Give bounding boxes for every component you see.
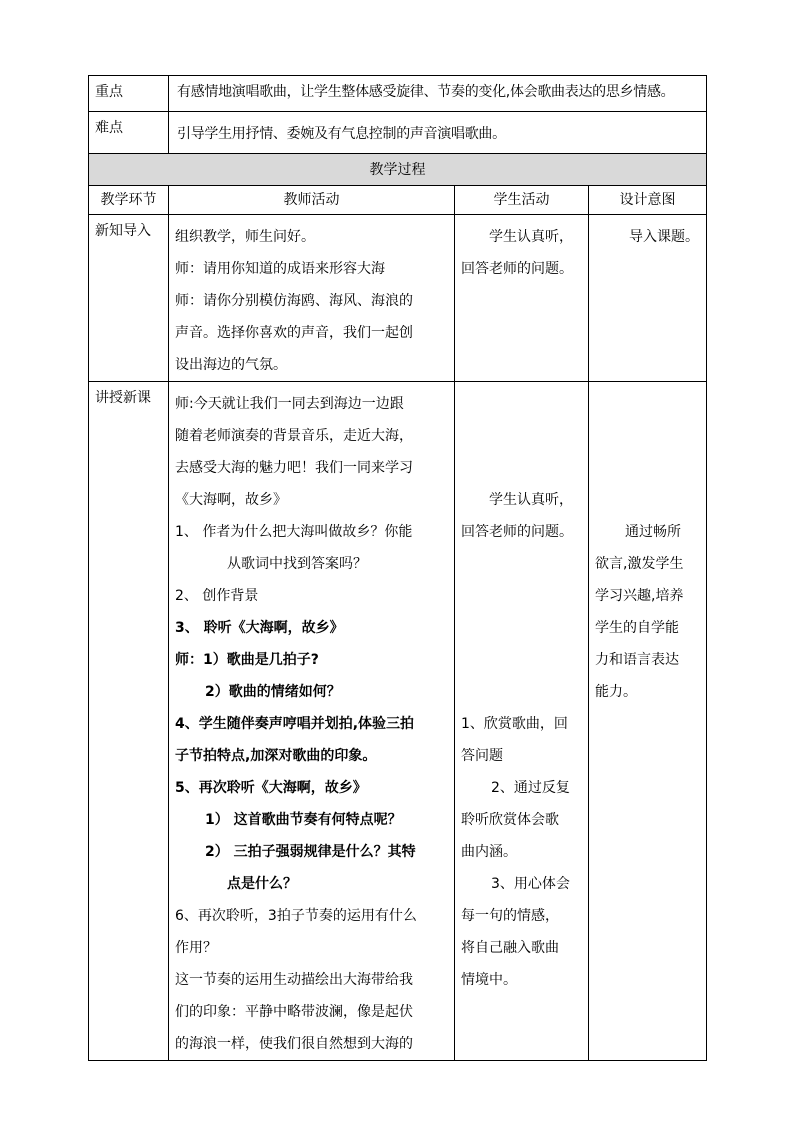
text-line: 6、再次聆听，3拍子节奏的运用有什么: [175, 908, 417, 924]
text-line: 设出海边的气氛。: [175, 357, 287, 373]
process-title-row: [89, 154, 707, 186]
text-line: 答问题: [461, 748, 503, 764]
header-stage: 教学环节: [89, 186, 169, 215]
text-line: 1、欣赏歌曲，回: [461, 716, 568, 732]
text-line: 1、 作者为什么把大海叫做故乡？你能: [175, 524, 413, 540]
difficulty-text: 引导学生用抒情、委婉及有气息控制的声音演唱歌曲。: [169, 112, 707, 154]
text-line: 《大海啊，故乡》: [175, 492, 287, 508]
text-line: 们的印象：平静中略带波澜，像是起伏: [175, 1004, 413, 1020]
text-line: 随着老师演奏的背景音乐，走近大海，: [175, 428, 413, 444]
text-line: 1） 这首歌曲节奏有何特点呢？: [205, 812, 402, 828]
text-line: 师：1）歌曲是几拍子?: [175, 652, 319, 668]
intent-new-lesson: [589, 382, 707, 1061]
text-line: 师：请用你知道的成语来形容大海: [175, 261, 385, 277]
stage-intro: 新知导入: [89, 215, 169, 382]
text-line: 师：请你分别模仿海鸥、海风、海浪的: [175, 293, 413, 309]
text-line: 回答老师的问题。: [461, 261, 573, 277]
text-line: 导入课题。: [629, 229, 699, 245]
text-line: 点是什么？: [227, 876, 297, 892]
teacher-intro: [169, 215, 455, 382]
text-line: 5、再次聆听《大海啊，故乡》: [175, 780, 367, 796]
intent-intro: [589, 215, 707, 382]
text-line: 的海浪一样，使我们很自然想到大海的: [175, 1036, 413, 1052]
text-line: 4、学生随伴奏声哼唱并划拍,体验三拍: [175, 716, 415, 732]
header-row: [89, 186, 707, 215]
text-line: 学习兴趣,培养: [595, 588, 684, 604]
text-line: 组织教学，师生问好。: [175, 229, 315, 245]
text-line: 欲言,激发学生: [595, 556, 684, 572]
text-line: 学生认真听，: [489, 229, 573, 245]
text-line: 2、通过反复: [491, 780, 570, 796]
text-line: 学生的自学能: [595, 620, 679, 636]
text-line: 将自己融入歌曲: [461, 940, 559, 956]
lesson-plan-table: [88, 75, 707, 1061]
text-line: 通过畅所: [625, 524, 681, 540]
row-intro: [89, 215, 707, 382]
text-line: 这一节奏的运用生动描绘出大海带给我: [175, 972, 413, 988]
text-line: 2、 创作背景: [175, 588, 259, 604]
student-new-lesson: [455, 382, 589, 1061]
text-line: 学生认真听，: [489, 492, 573, 508]
header-student: 学生活动: [455, 186, 589, 215]
text-line: 每一句的情感，: [461, 908, 559, 924]
text-line: 子节拍特点,加深对歌曲的印象。: [175, 748, 377, 764]
text-line: 从歌词中找到答案吗？: [227, 556, 367, 572]
teacher-new-lesson: [169, 382, 455, 1061]
stage-new-lesson: 讲授新课: [89, 382, 169, 1061]
key-point-row: [89, 76, 707, 112]
text-line: 曲内涵。: [461, 844, 517, 860]
student-intro: [455, 215, 589, 382]
text-line: 师:今天就让我们一同去到海边一边跟: [175, 396, 404, 412]
text-line: 声音。选择你喜欢的声音，我们一起创: [175, 325, 413, 341]
row-new-lesson: [89, 382, 707, 1061]
text-line: 能力。: [595, 684, 637, 700]
difficulty-label: 难点: [89, 112, 169, 154]
text-line: 3、 聆听《大海啊，故乡》: [175, 620, 344, 636]
header-intent: 设计意图: [589, 186, 707, 215]
text-line: 聆听欣赏体会歌: [461, 812, 559, 828]
text-line: 作用？: [175, 940, 217, 956]
text-line: 2）歌曲的情绪如何？: [205, 684, 341, 700]
text-line: 力和语言表达: [595, 652, 679, 668]
text-line: 情境中。: [461, 972, 517, 988]
key-point-text: 有感情地演唱歌曲，让学生整体感受旋律、节奏的变化,体会歌曲表达的思乡情感。: [169, 76, 707, 112]
lesson-plan-document: [88, 75, 706, 1061]
process-title: 教学过程: [89, 154, 707, 186]
text-line: 去感受大海的魅力吧！我们一同来学习: [175, 460, 413, 476]
text-line: 2） 三拍子强弱规律是什么？其特: [205, 844, 416, 860]
difficulty-row: [89, 112, 707, 154]
header-teacher: 教师活动: [169, 186, 455, 215]
key-point-label: 重点: [89, 76, 169, 112]
text-line: 3、用心体会: [491, 876, 570, 892]
text-line: 回答老师的问题。: [461, 524, 573, 540]
